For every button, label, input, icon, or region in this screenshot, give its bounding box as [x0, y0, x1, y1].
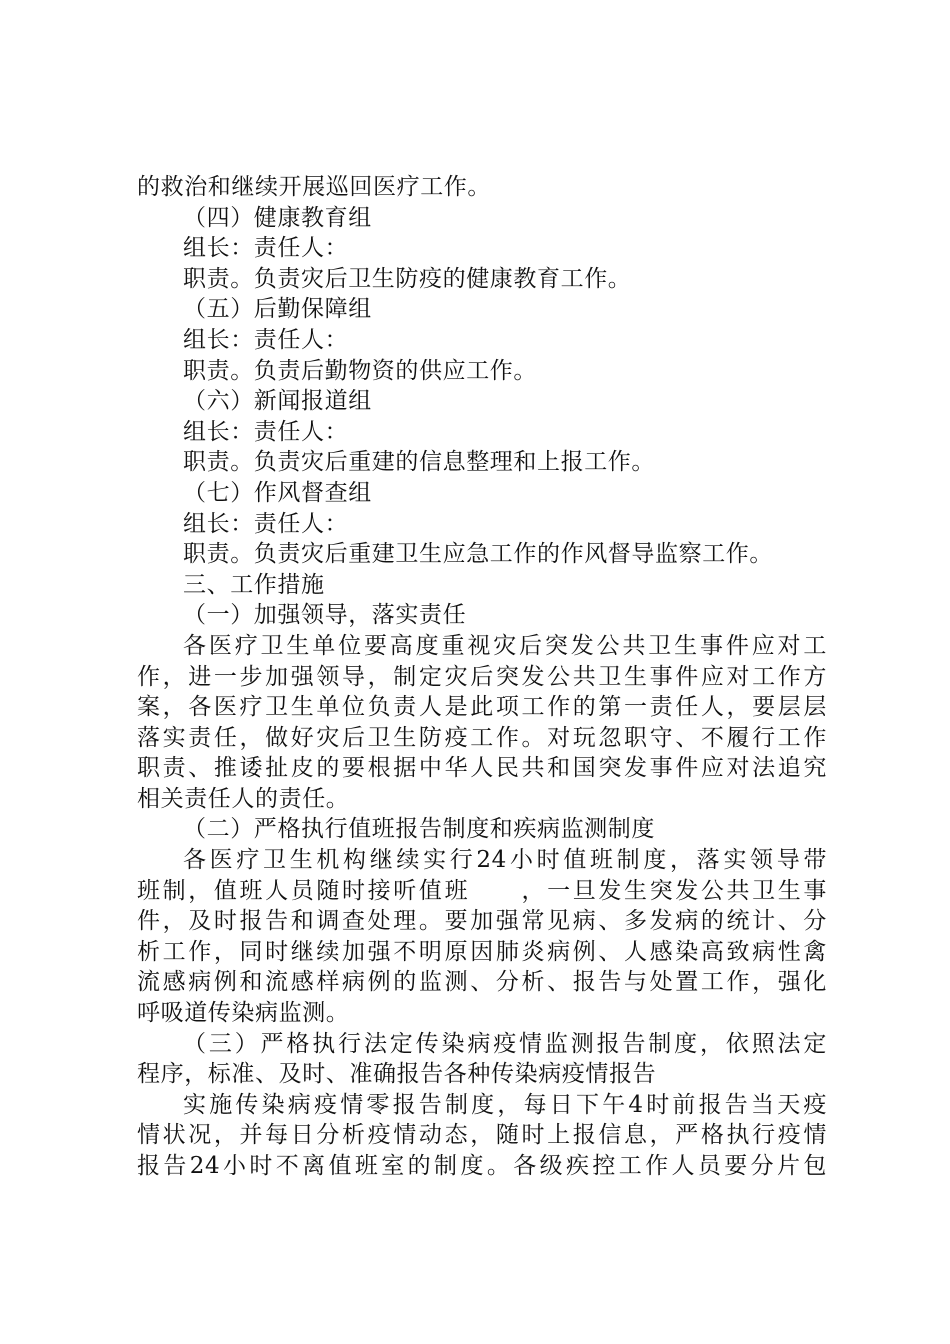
text-line: 报告24小时不离值班室的制度。各级疾控工作人员要分片包 [137, 1153, 827, 1179]
text-line: 案，各医疗卫生单位负责人是此项工作的第一责任人，要层层 [137, 694, 827, 721]
text-line: 职责。负责灾后重建卫生应急工作的作风督导监察工作。 [183, 541, 773, 568]
text-line: 程序，标准、及时、准确报告各种传染病疫情报告 [137, 1061, 657, 1088]
text-line: 呼吸道传染病监测。 [137, 1000, 350, 1027]
text-line: （四）健康教育组 [183, 204, 372, 231]
text-line: 件，及时报告和调查处理。要加强常见病、多发病的统计、分 [137, 908, 827, 935]
text-line: 各医疗卫生单位要高度重视灾后突发公共卫生事件应对工 [183, 632, 827, 659]
text-line: 流感病例和流感样病例的监测、分析、报告与处置工作，强化 [137, 969, 827, 996]
text-line: （一）加强领导，落实责任 [183, 602, 467, 629]
text-line: 实施传染病疫情零报告制度，每日下午4时前报告当天疫 [183, 1091, 827, 1118]
text-line: 相关责任人的责任。 [137, 785, 350, 812]
text-line: 职责。负责灾后卫生防疫的健康教育工作。 [183, 265, 632, 292]
text-line: 各医疗卫生机构继续实行24小时值班制度，落实领导带 [183, 847, 827, 874]
text-line: 落实责任，做好灾后卫生防疫工作。对玩忽职守、不履行工作 [137, 724, 827, 751]
text-line: 组长：责任人： [183, 326, 349, 353]
document-page [137, 172, 827, 1182]
text-line: 组长：责任人： [183, 418, 349, 445]
text-line: 三、工作措施 [183, 571, 325, 598]
text-line: 职责。负责后勤物资的供应工作。 [183, 357, 537, 384]
text-line: 作，进一步加强领导，制定灾后突发公共卫生事件应对工作方 [137, 663, 827, 690]
text-line: 情状况，并每日分析疫情动态，随时上报信息，严格执行疫情 [137, 1122, 827, 1149]
text-line: 的救治和继续开展巡回医疗工作。 [137, 174, 491, 200]
text-line: （二）严格执行值班报告制度和疾病监测制度 [183, 816, 655, 843]
text-line: 班制，值班人员随时接听值班 ，一旦发生突发公共卫生事 [137, 877, 827, 904]
text-line: （六）新闻报道组 [183, 388, 372, 415]
text-line: 职责、推诿扯皮的要根据中华人民共和国突发事件应对法追究 [137, 755, 827, 782]
text-line: （七）作风督查组 [183, 479, 372, 506]
text-line: 组长：责任人： [183, 235, 349, 262]
text-line: （五）后勤保障组 [183, 296, 372, 323]
text-line: 析工作，同时继续加强不明原因肺炎病例、人感染高致病性禽 [137, 938, 827, 965]
text-line: （三）严格执行法定传染病疫情监测报告制度，依照法定 [183, 1030, 827, 1057]
text-line: 职责。负责灾后重建的信息整理和上报工作。 [183, 449, 655, 476]
text-line: 组长：责任人： [183, 510, 349, 537]
